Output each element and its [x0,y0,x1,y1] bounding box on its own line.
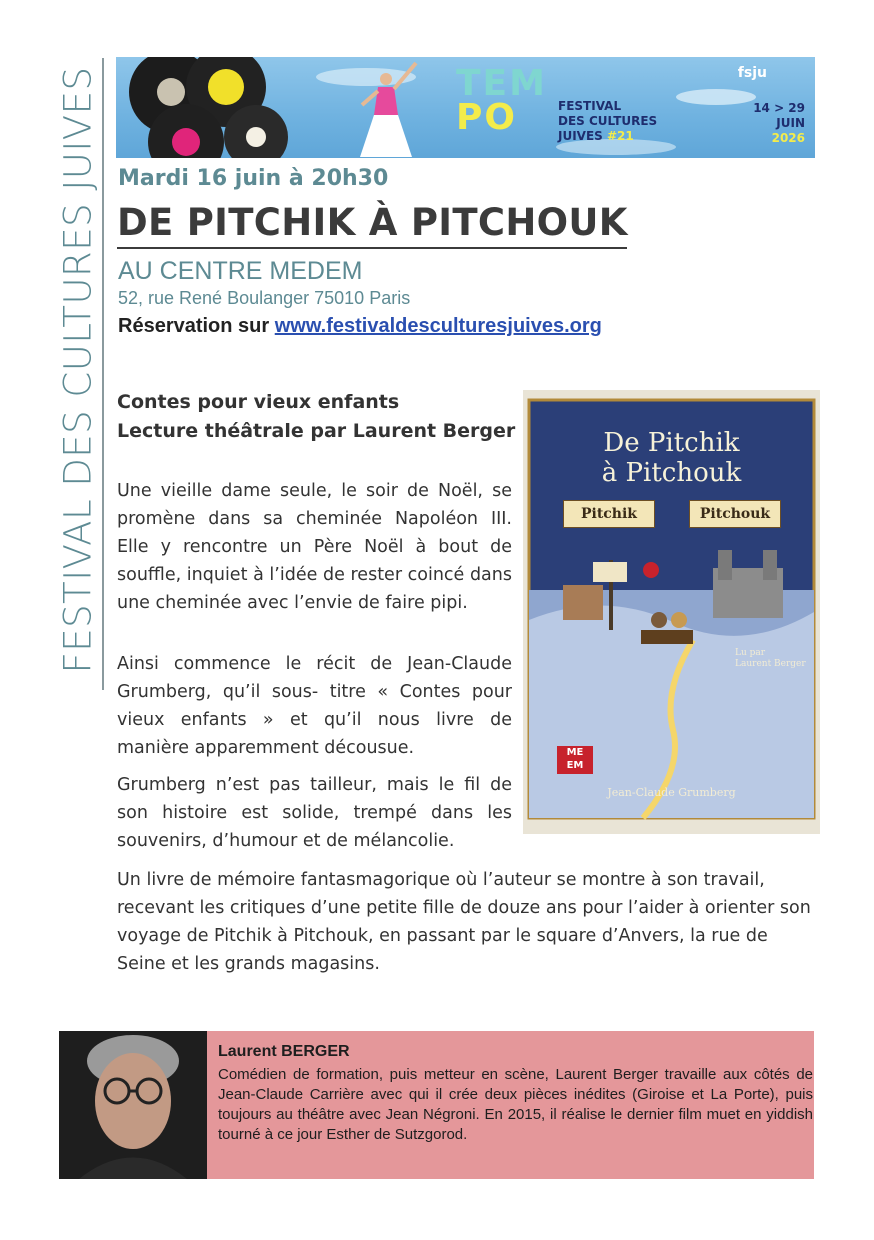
side-title-text: FESTIVAL DES CULTURES JUIVES [56,66,100,674]
cover-sign-pitchouk: Pitchouk [689,500,781,528]
festival-dates-range: 14 > 29 [753,101,805,115]
side-title [54,60,102,680]
reservation-line [118,315,602,338]
bio-text: Comédien de formation, puis metteur en scène, Laurent Berger travaille aux côtés de Jean-Claude Carrière avec qui il crée deux pièces inédites (Giroise et La Porte), puis toujours au théâtre avec Jean Négroni. En 2015, il réalise le dernier film muet en yiddish tourné à ce jour Esther de Sutzgorod. [218,1066,813,1143]
medem-logo [557,746,593,774]
portrait-illustration [59,1031,207,1179]
paragraph-2: Ainsi commence le récit de Jean-Claude Grumberg, qu’il sous- titre « Contes pour vieux enfants » et qu’il nous livre de manière apparemment décousue. [117,654,512,758]
bio-box [59,1031,814,1179]
bio-name: Laurent BERGER [218,1043,350,1060]
festival-dates-month: JUIN [776,116,805,130]
tempo-logo-line1: TEM [456,63,547,104]
fsju-logo: fsju [737,65,767,81]
title-underline [117,247,627,249]
tempo-logo-line2: PO [456,97,517,138]
event-address: 52, rue René Boulanger 75010 Paris [118,288,411,308]
festival-dates-year: 2026 [771,131,805,145]
festival-name-line3: JUIVES [558,129,603,143]
paragraph-4: Un livre de mémoire fantasmagorique où l’auteur se montre à son travail, recevant les critiques d’une petite fille de douze ans pour l’aider à orienter son voyage de Pitchik à Pitchouk, en passant par le square d’Anvers, la rue de Seine et les grands magasins. [117,870,811,974]
event-date-time: Mardi 16 juin à 20h30 [118,166,389,191]
cover-reader [735,648,806,670]
reservation-label: Réservation sur [118,315,270,337]
medem-logo-line1: ME [566,747,584,758]
paragraph-1: Une vieille dame seule, le soir de Noël, se promène dans sa cheminée Napoléon III. Elle y rencontre un Père Noël à bout de souffle, inquiet à l’idée de rester coincé dans une cheminée avec l’envie de faire pipi. [117,481,512,613]
festival-banner [116,57,815,158]
event-subtitle [117,388,517,446]
reservation-link[interactable]: www.festivaldesculturesjuives.org [274,315,602,337]
festival-edition: #21 [607,129,634,143]
subtitle-line1: Contes pour vieux enfants [117,391,400,413]
side-divider [102,58,104,690]
cover-sign-pitchik: Pitchik [563,500,655,528]
subtitle-line2: Lecture théâtrale par Laurent Berger [117,420,516,442]
event-title: DE PITCHIK À PITCHOUK [117,201,628,244]
cover-title [523,428,820,488]
festival-name-line1: FESTIVAL [558,99,622,113]
book-cover [523,390,820,834]
cover-reader-line2: Laurent Berger [735,659,806,669]
cover-author: Jean-Claude Grumberg [607,786,736,799]
festival-name [558,99,657,144]
festival-name-line2: DES CULTURES [558,114,658,128]
portrait-photo [59,1031,207,1179]
cover-title-line1: De Pitchik [603,428,740,458]
festival-dates [753,101,805,146]
tempo-logo [456,63,547,138]
cover-reader-line1: Lu par [735,648,766,658]
paragraph-3: Grumberg n’est pas tailleur, mais le fil de son histoire est solide, trempé dans les souvenirs, d’humour et de mélancolie. [117,775,512,851]
cover-title-line2: à Pitchouk [601,458,742,488]
medem-logo-line2: EM [566,760,584,771]
event-venue: AU CENTRE MEDEM [118,257,363,285]
